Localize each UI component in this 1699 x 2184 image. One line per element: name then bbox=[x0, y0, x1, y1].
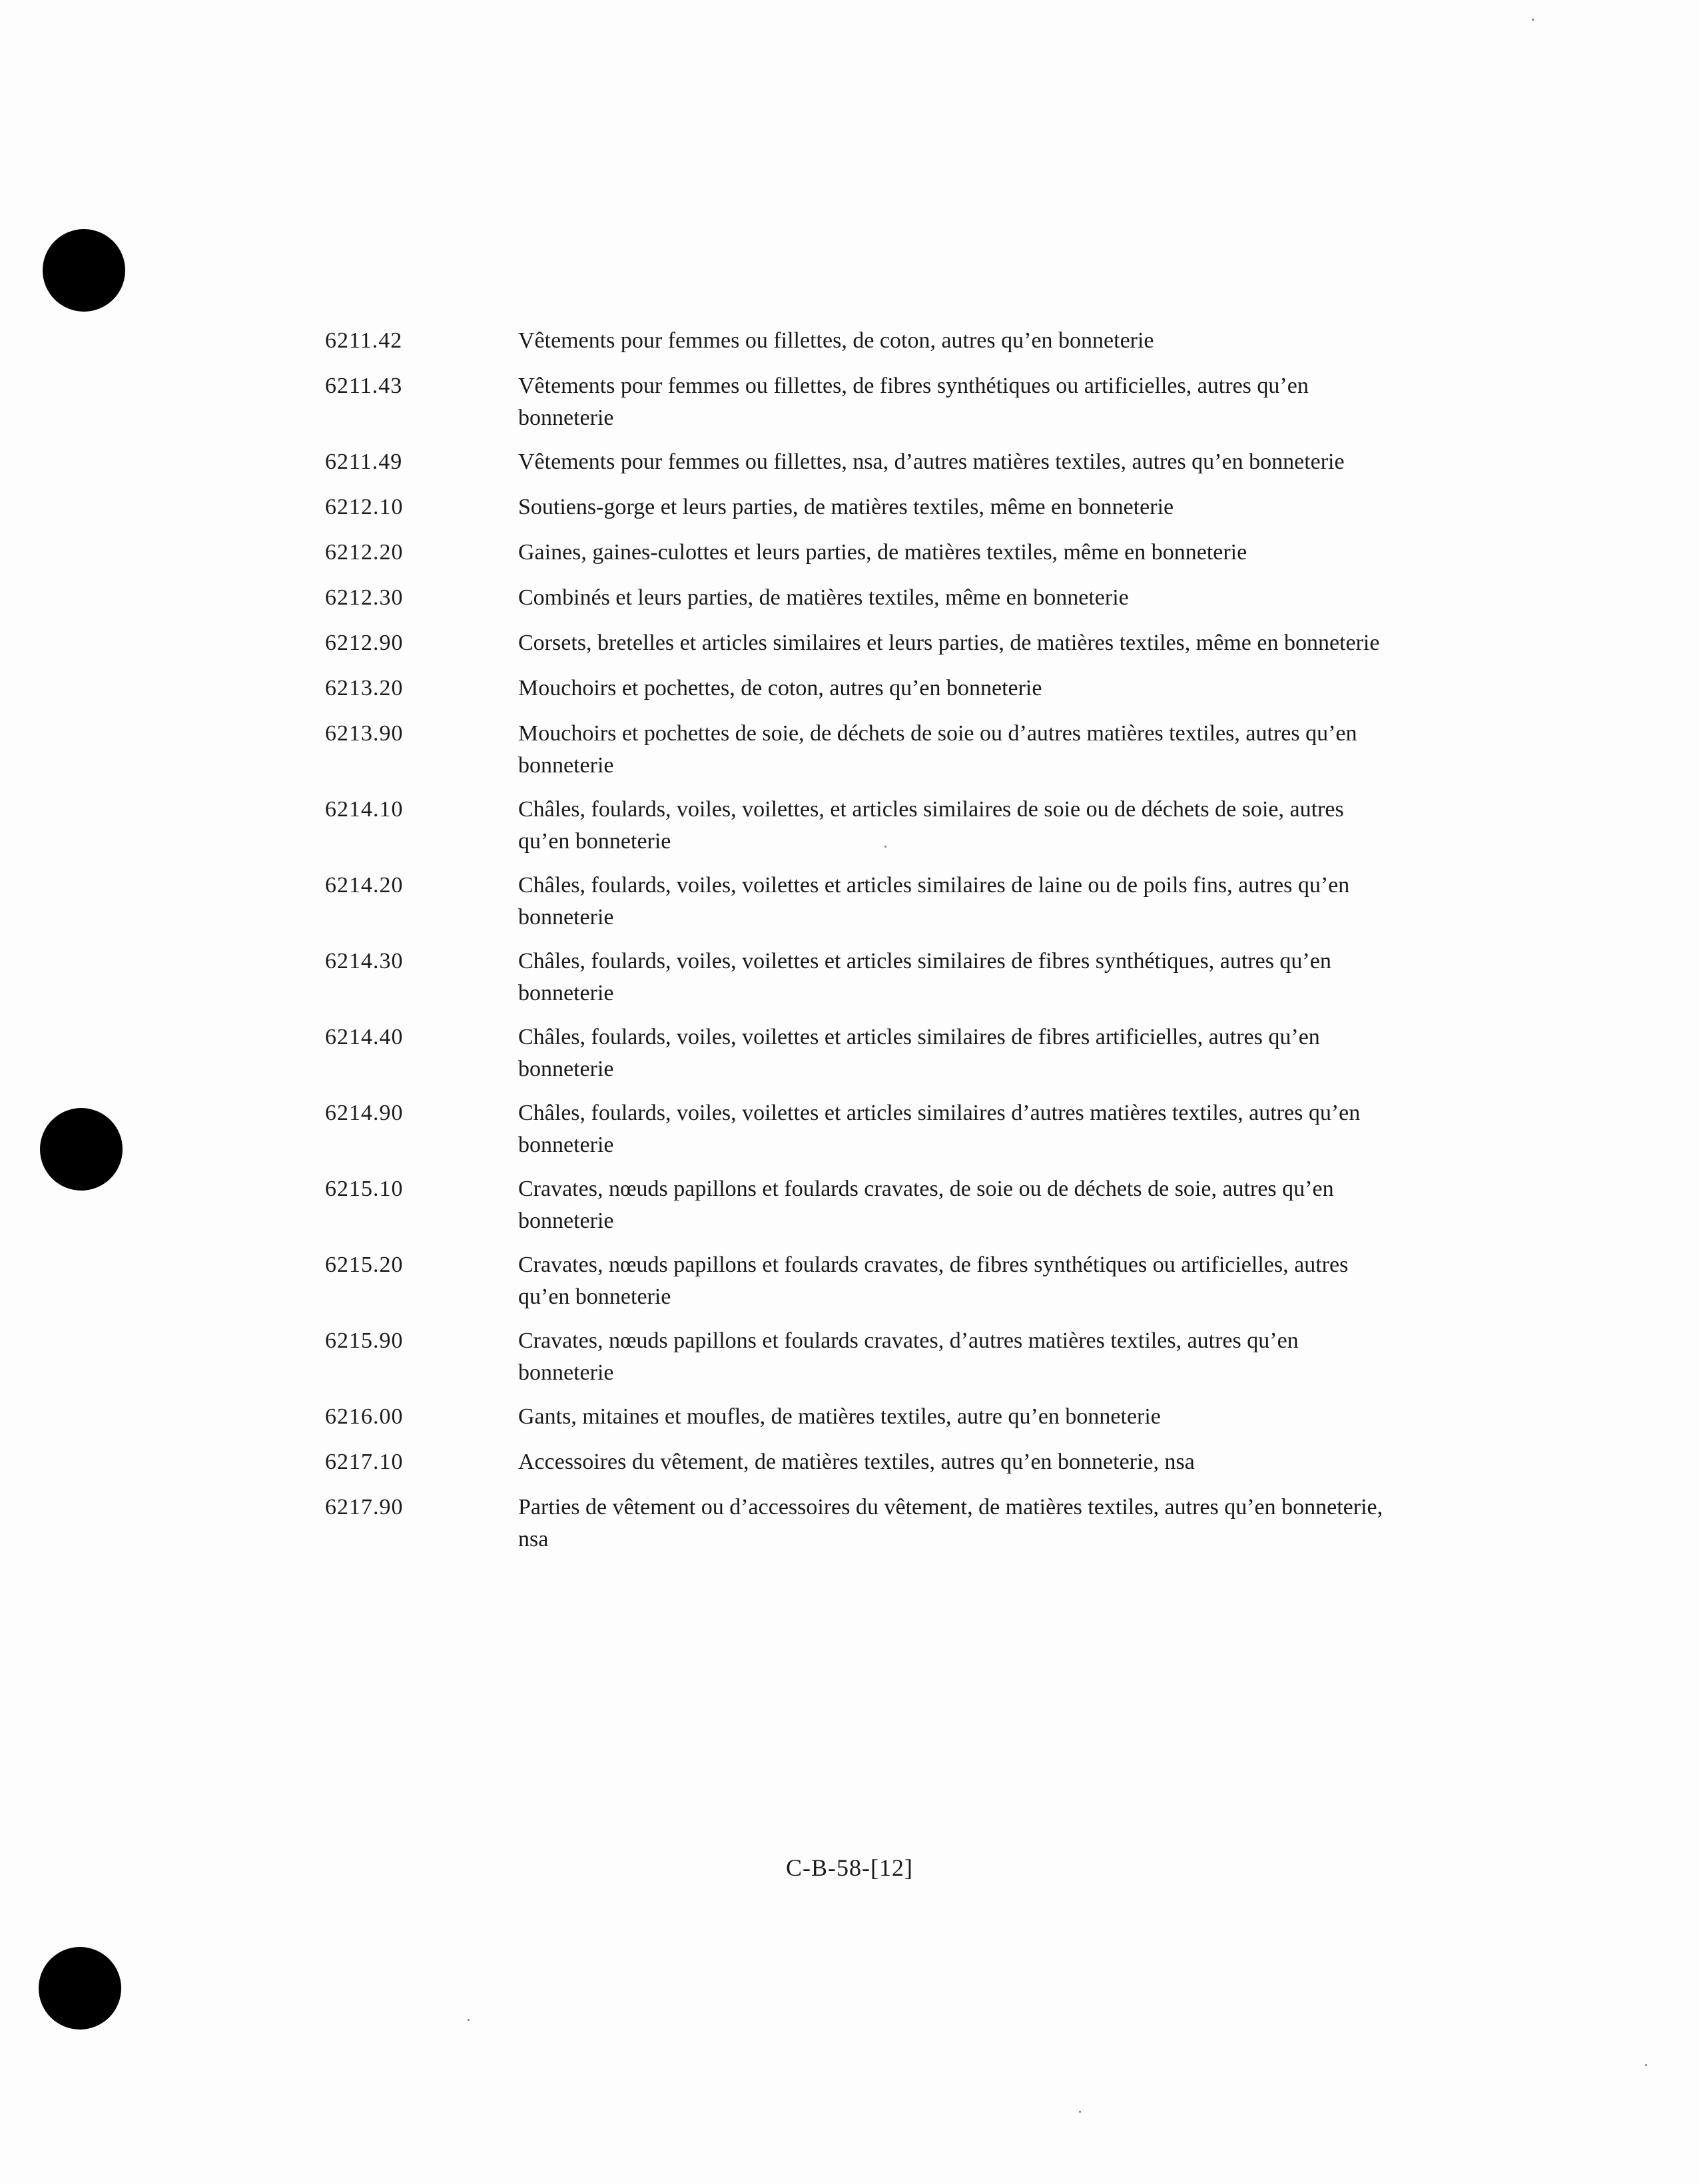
tariff-description: Châles, foulards, voiles, voilettes et articles similaires de laine ou de poils fins, autres qu’en bonneterie bbox=[518, 873, 1350, 930]
tariff-code: 6215.10 bbox=[325, 1177, 404, 1201]
tariff-code: 6211.49 bbox=[325, 449, 403, 474]
tariff-code: 6213.90 bbox=[325, 721, 404, 746]
tariff-row bbox=[325, 490, 1391, 525]
tariff-code: 6215.20 bbox=[325, 1252, 404, 1277]
tariff-code: 6212.90 bbox=[325, 631, 404, 655]
tariff-row bbox=[325, 369, 1391, 434]
tariff-row bbox=[325, 445, 1391, 479]
tariff-table bbox=[325, 324, 1391, 1566]
tariff-description: Châles, foulards, voiles, voilettes et articles similaires de fibres synthétiques, autres qu’en bonneterie bbox=[518, 949, 1331, 1005]
tariff-code: 6214.90 bbox=[325, 1101, 404, 1125]
tariff-row bbox=[325, 581, 1391, 615]
tariff-row bbox=[325, 1324, 1391, 1389]
tariff-description: Châles, foulards, voiles, voilettes, et articles similaires de soie ou de déchets de soie, autres qu’en bonneterie bbox=[518, 797, 1344, 854]
tariff-row bbox=[325, 944, 1391, 1009]
scan-speck bbox=[1532, 19, 1534, 21]
punch-hole-bottom bbox=[39, 1947, 121, 2030]
tariff-code: 6212.30 bbox=[325, 585, 404, 610]
tariff-row bbox=[325, 716, 1391, 782]
punch-hole-top bbox=[43, 229, 125, 312]
tariff-row bbox=[325, 1096, 1391, 1161]
scan-speck bbox=[884, 846, 886, 848]
tariff-description: Gants, mitaines et moufles, de matières textiles, autre qu’en bonneterie bbox=[518, 1404, 1161, 1429]
tariff-code: 6211.43 bbox=[325, 374, 403, 398]
tariff-row bbox=[325, 1400, 1391, 1434]
tariff-row bbox=[325, 1020, 1391, 1085]
scan-speck bbox=[1079, 2111, 1081, 2113]
tariff-description: Mouchoirs et pochettes, de coton, autres qu’en bonneterie bbox=[518, 676, 1042, 700]
scan-speck bbox=[468, 2019, 470, 2021]
tariff-code: 6214.20 bbox=[325, 873, 404, 898]
tariff-description: Corsets, bretelles et articles similaires et leurs parties, de matières textiles, même en bonneterie bbox=[518, 631, 1380, 655]
tariff-description: Vêtements pour femmes ou fillettes, nsa, d’autres matières textiles, autres qu’en bonneterie bbox=[518, 449, 1345, 474]
tariff-code: 6214.30 bbox=[325, 949, 404, 973]
tariff-code: 6216.00 bbox=[325, 1404, 404, 1429]
tariff-description: Cravates, nœuds papillons et foulards cravates, de fibres synthétiques ou artificielles, autres qu’en bonneterie bbox=[518, 1252, 1349, 1309]
page-number: C-B-58-[12] bbox=[786, 1854, 913, 1881]
tariff-description: Parties de vêtement ou d’accessoires du vêtement, de matières textiles, autres qu’en bonneterie, nsa bbox=[518, 1495, 1383, 1551]
tariff-description: Vêtements pour femmes ou fillettes, de fibres synthétiques ou artificielles, autres qu’en bonneterie bbox=[518, 374, 1309, 430]
tariff-description: Châles, foulards, voiles, voilettes et articles similaires de fibres artificielles, autres qu’en bonneterie bbox=[518, 1025, 1320, 1081]
tariff-row bbox=[325, 671, 1391, 706]
tariff-code: 6213.20 bbox=[325, 676, 404, 700]
punch-hole-middle bbox=[40, 1108, 123, 1191]
tariff-code: 6212.20 bbox=[325, 540, 404, 565]
tariff-code: 6214.40 bbox=[325, 1025, 404, 1049]
tariff-code: 6211.42 bbox=[325, 328, 403, 353]
tariff-description: Vêtements pour femmes ou fillettes, de coton, autres qu’en bonneterie bbox=[518, 328, 1154, 353]
tariff-code: 6217.10 bbox=[325, 1450, 404, 1474]
tariff-row bbox=[325, 626, 1391, 661]
tariff-code: 6217.90 bbox=[325, 1495, 404, 1519]
tariff-code: 6214.10 bbox=[325, 797, 404, 822]
tariff-row bbox=[325, 535, 1391, 570]
tariff-description: Gaines, gaines-culottes et leurs parties, de matières textiles, même en bonneterie bbox=[518, 540, 1247, 565]
scan-speck bbox=[1645, 2064, 1647, 2066]
tariff-description: Cravates, nœuds papillons et foulards cravates, d’autres matières textiles, autres qu’en bonneterie bbox=[518, 1328, 1299, 1385]
tariff-row bbox=[325, 1248, 1391, 1313]
tariff-description: Combinés et leurs parties, de matières textiles, même en bonneterie bbox=[518, 585, 1129, 610]
tariff-description: Cravates, nœuds papillons et foulards cravates, de soie ou de déchets de soie, autres qu’en bonneterie bbox=[518, 1177, 1334, 1233]
tariff-row bbox=[325, 792, 1391, 858]
tariff-row bbox=[325, 868, 1391, 934]
tariff-code: 6215.90 bbox=[325, 1328, 404, 1353]
tariff-row bbox=[325, 1172, 1391, 1237]
tariff-description: Accessoires du vêtement, de matières textiles, autres qu’en bonneterie, nsa bbox=[518, 1450, 1195, 1474]
tariff-code: 6212.10 bbox=[325, 495, 404, 519]
tariff-row bbox=[325, 324, 1391, 358]
tariff-row bbox=[325, 1490, 1391, 1555]
tariff-row bbox=[325, 1445, 1391, 1480]
tariff-description: Soutiens-gorge et leurs parties, de matières textiles, même en bonneterie bbox=[518, 495, 1174, 519]
tariff-description: Mouchoirs et pochettes de soie, de déchets de soie ou d’autres matières textiles, autres qu’en bonneterie bbox=[518, 721, 1357, 778]
tariff-description: Châles, foulards, voiles, voilettes et articles similaires d’autres matières textiles, autres qu’en bonneterie bbox=[518, 1101, 1361, 1157]
